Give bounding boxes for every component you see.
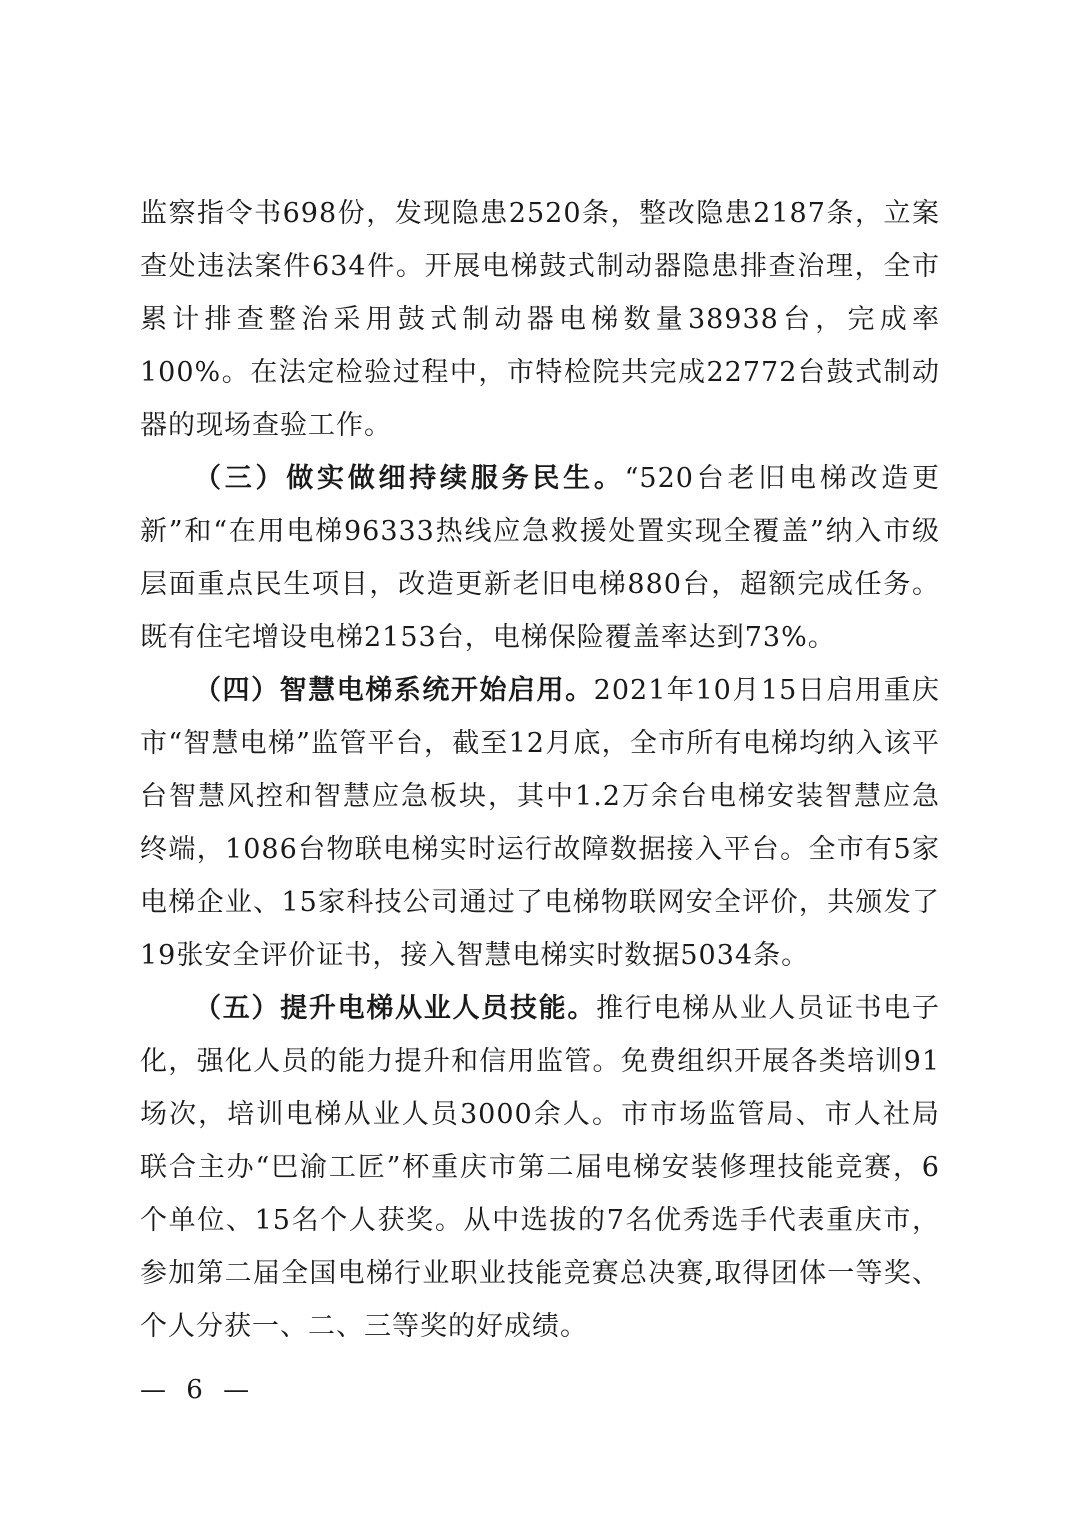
paragraph-body: 推行电梯从业人员证书电子化，强化人员的能力提升和信用监管。免费组织开展各类培训91场次，培训电梯从业人员3000余人。市市场监管局、市人社局联合主办“巴渝工匠”杯重庆市第二届电梯安装修理技能竞赛，6个单位、15名个人获奖。从中选拔的7名优秀选手代表重庆市，参加第二届全国电梯行业职业技能竞赛总决赛,取得团体一等奖、个人分获一、二、三等奖的好成绩。	[140, 993, 941, 1342]
paragraph-body: 监察指令书698份，发现隐患2520条，整改隐患2187条，立案查处违法案件634件。开展电梯鼓式制动器隐患排查治理，全市累计排查整治采用鼓式制动器电梯数量38938台，完成率100%。在法定检验过程中，市特检院共完成22772台鼓式制动器的现场查验工作。	[140, 198, 940, 441]
paragraph-section-3	[140, 452, 940, 664]
section-heading: （四）智慧电梯系统开始启用。	[194, 675, 594, 706]
document-body	[140, 187, 940, 1353]
paragraph-section-5	[140, 982, 940, 1353]
paragraph-body: “520台老旧电梯改造更新”和“在用电梯96333热线应急救援处置实现全覆盖”纳入市级层面重点民生项目，改造更新老旧电梯880台，超额完成任务。既有住宅增设电梯2153台，电梯保险覆盖率达到73%。	[140, 463, 941, 653]
section-heading: （五）提升电梯从业人员技能。	[194, 993, 597, 1024]
paragraph-body: 2021年10月15日启用重庆市“智慧电梯”监管平台，截至12月底，全市所有电梯均纳入该平台智慧风控和智慧应急板块，其中1.2万余台电梯安装智慧应急终端，1086台物联电梯实时运行故障数据接入平台。全市有5家电梯企业、15家科技公司通过了电梯物联网安全评价，共颁发了19张安全评价证书，接入智慧电梯实时数据5034条。	[140, 675, 940, 971]
page-number: — 6 —	[140, 1375, 256, 1405]
paragraph-continued	[140, 187, 940, 452]
paragraph-section-4	[140, 664, 940, 982]
section-heading: （三）做实做细持续服务民生。	[194, 463, 625, 494]
